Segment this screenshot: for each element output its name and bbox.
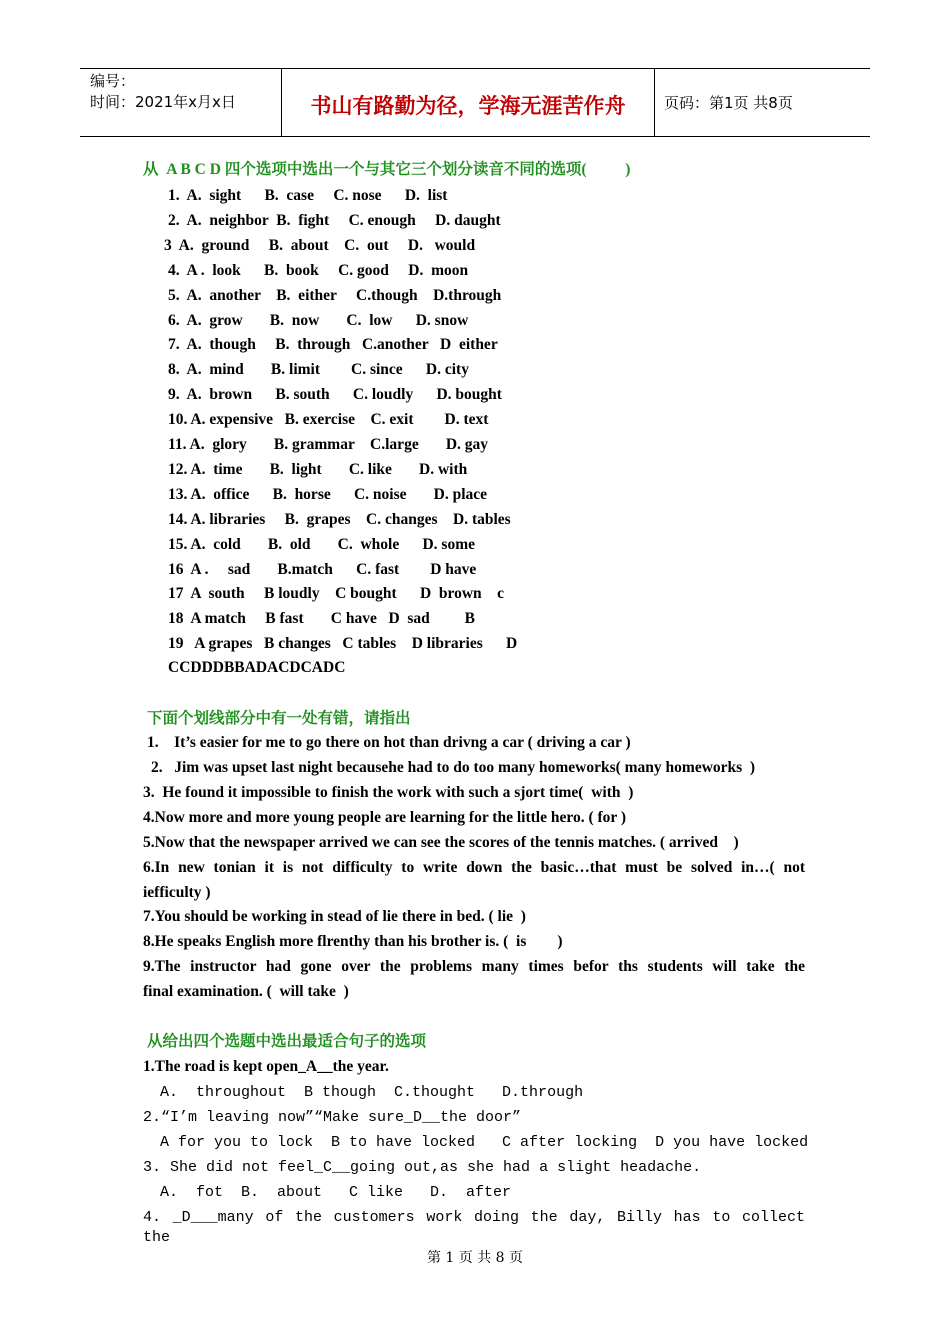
section1-title: 从 A B C D 四个选项中选出一个与其它三个划分读音不同的选项( ) [143, 161, 631, 178]
pronunciation-item: 11. A. glory B. grammar C.large D. gay [168, 436, 489, 453]
error-question-3: 3. He found it impossible to finish the work with such a sjort time( with ) [143, 784, 634, 801]
pronunciation-item: 9. A. brown B. south C. loudly D. bought [168, 386, 502, 404]
header-divider [654, 69, 655, 136]
pronunciation-item: 1. A. sight B. case C. nose D. list [168, 187, 448, 204]
time-label: 时间：2021年x月x日 [90, 93, 236, 111]
pronunciation-item: 18 A match B fast C have D sad B [168, 610, 476, 628]
error-question-1: 1. It’s easier for me to go there on hot than drivng a car ( driving a car ) [147, 734, 631, 751]
choice-question-4: 4. _D___many of the customers work doing the day, Billy has to collect the [143, 1209, 805, 1246]
section3-title: 从给出四个选题中选出最适合句子的选项 [147, 1033, 427, 1050]
pronunciation-item: 16 A . sad B.match C. fast D have [168, 560, 477, 578]
pronunciation-item: 13. A. office B. horse C. noise D. place [168, 485, 488, 503]
error-question-6-cont: iefficulty ) [143, 884, 211, 901]
header-meta [90, 71, 236, 113]
error-question-9-cont: final examination. ( will take ) [143, 983, 349, 1000]
error-question-5: 5.Now that the newspaper arrived we can see the scores of the tennis matches. ( arrived ) [143, 834, 739, 851]
pronunciation-item: 2. A. neighbor B. fight C. enough D. daught [168, 211, 501, 229]
pronunciation-item: 3 A. ground B. about C. out D. would [164, 236, 476, 254]
pronunciation-item: 6. A. grow B. now C. low D. snow [168, 311, 469, 329]
error-question-9: 9.The instructor had gone over the problems many times befor ths students will take the [143, 958, 805, 975]
choice-options-2: A for you to lock B to have locked C after locking D you have locked [160, 1134, 809, 1151]
choice-options-3: A. fot B. about C like D. after [160, 1184, 512, 1201]
pronunciation-item: 15. A. cold B. old C. whole D. some [168, 535, 475, 553]
pronunciation-item: 19 A grapes B changes C tables D libraries D [168, 635, 518, 653]
section1-answers: CCDDDBBADACDCADC [168, 659, 346, 676]
error-question-2: 2. Jim was upset last night becausehe had to do too many homeworks( many homeworks ) [151, 759, 756, 776]
header-table [80, 68, 870, 137]
page-footer: 第 1 页 共 8 页 [426, 1250, 524, 1266]
number-label: 编号： [90, 72, 136, 90]
choice-options-1: A. throughout B though C.thought D.through [160, 1084, 584, 1101]
choice-question-3: 3. She did not feel_C__going out,as she had a slight headache. [143, 1159, 702, 1176]
pronunciation-item: 17 A south B loudly C bought D brown c [168, 585, 505, 603]
pronunciation-item: 4. A . look B. book C. good D. moon [168, 261, 469, 279]
choice-question-2: 2.“I’m leaving now”“Make sure_D__the door” [143, 1109, 522, 1126]
page-label: 页码：第1页 共8页 [664, 94, 793, 112]
pronunciation-item: 10. A. expensive B. exercise C. exit D. text [168, 411, 489, 429]
error-question-6: 6.In new tonian it is not difficulty to write down the basic…that must be solved in…( not [143, 859, 805, 876]
motto: 书山有路勤为径，学海无涯苦作舟 [310, 94, 626, 118]
pronunciation-item: 14. A. libraries B. grapes C. changes D. tables [168, 510, 511, 528]
error-question-8: 8.He speaks English more flrenthy than his brother is. ( is ) [143, 933, 563, 950]
choice-question-1: 1.The road is kept open_A__the year. [143, 1058, 389, 1075]
error-question-4: 4.Now more and more young people are learning for the little hero. ( for ) [143, 809, 627, 826]
section2-title: 下面个划线部分中有一处有错，请指出 [147, 710, 411, 727]
pronunciation-item: 7. A. though B. through C.another D either [168, 336, 498, 354]
pronunciation-item: 12. A. time B. light C. like D. with [168, 460, 468, 478]
pronunciation-item: 5. A. another B. either C.though D.through [168, 286, 502, 304]
error-question-7: 7.You should be working in stead of lie there in bed. ( lie ) [143, 908, 526, 925]
pronunciation-item: 8. A. mind B. limit C. since D. city [168, 361, 469, 379]
